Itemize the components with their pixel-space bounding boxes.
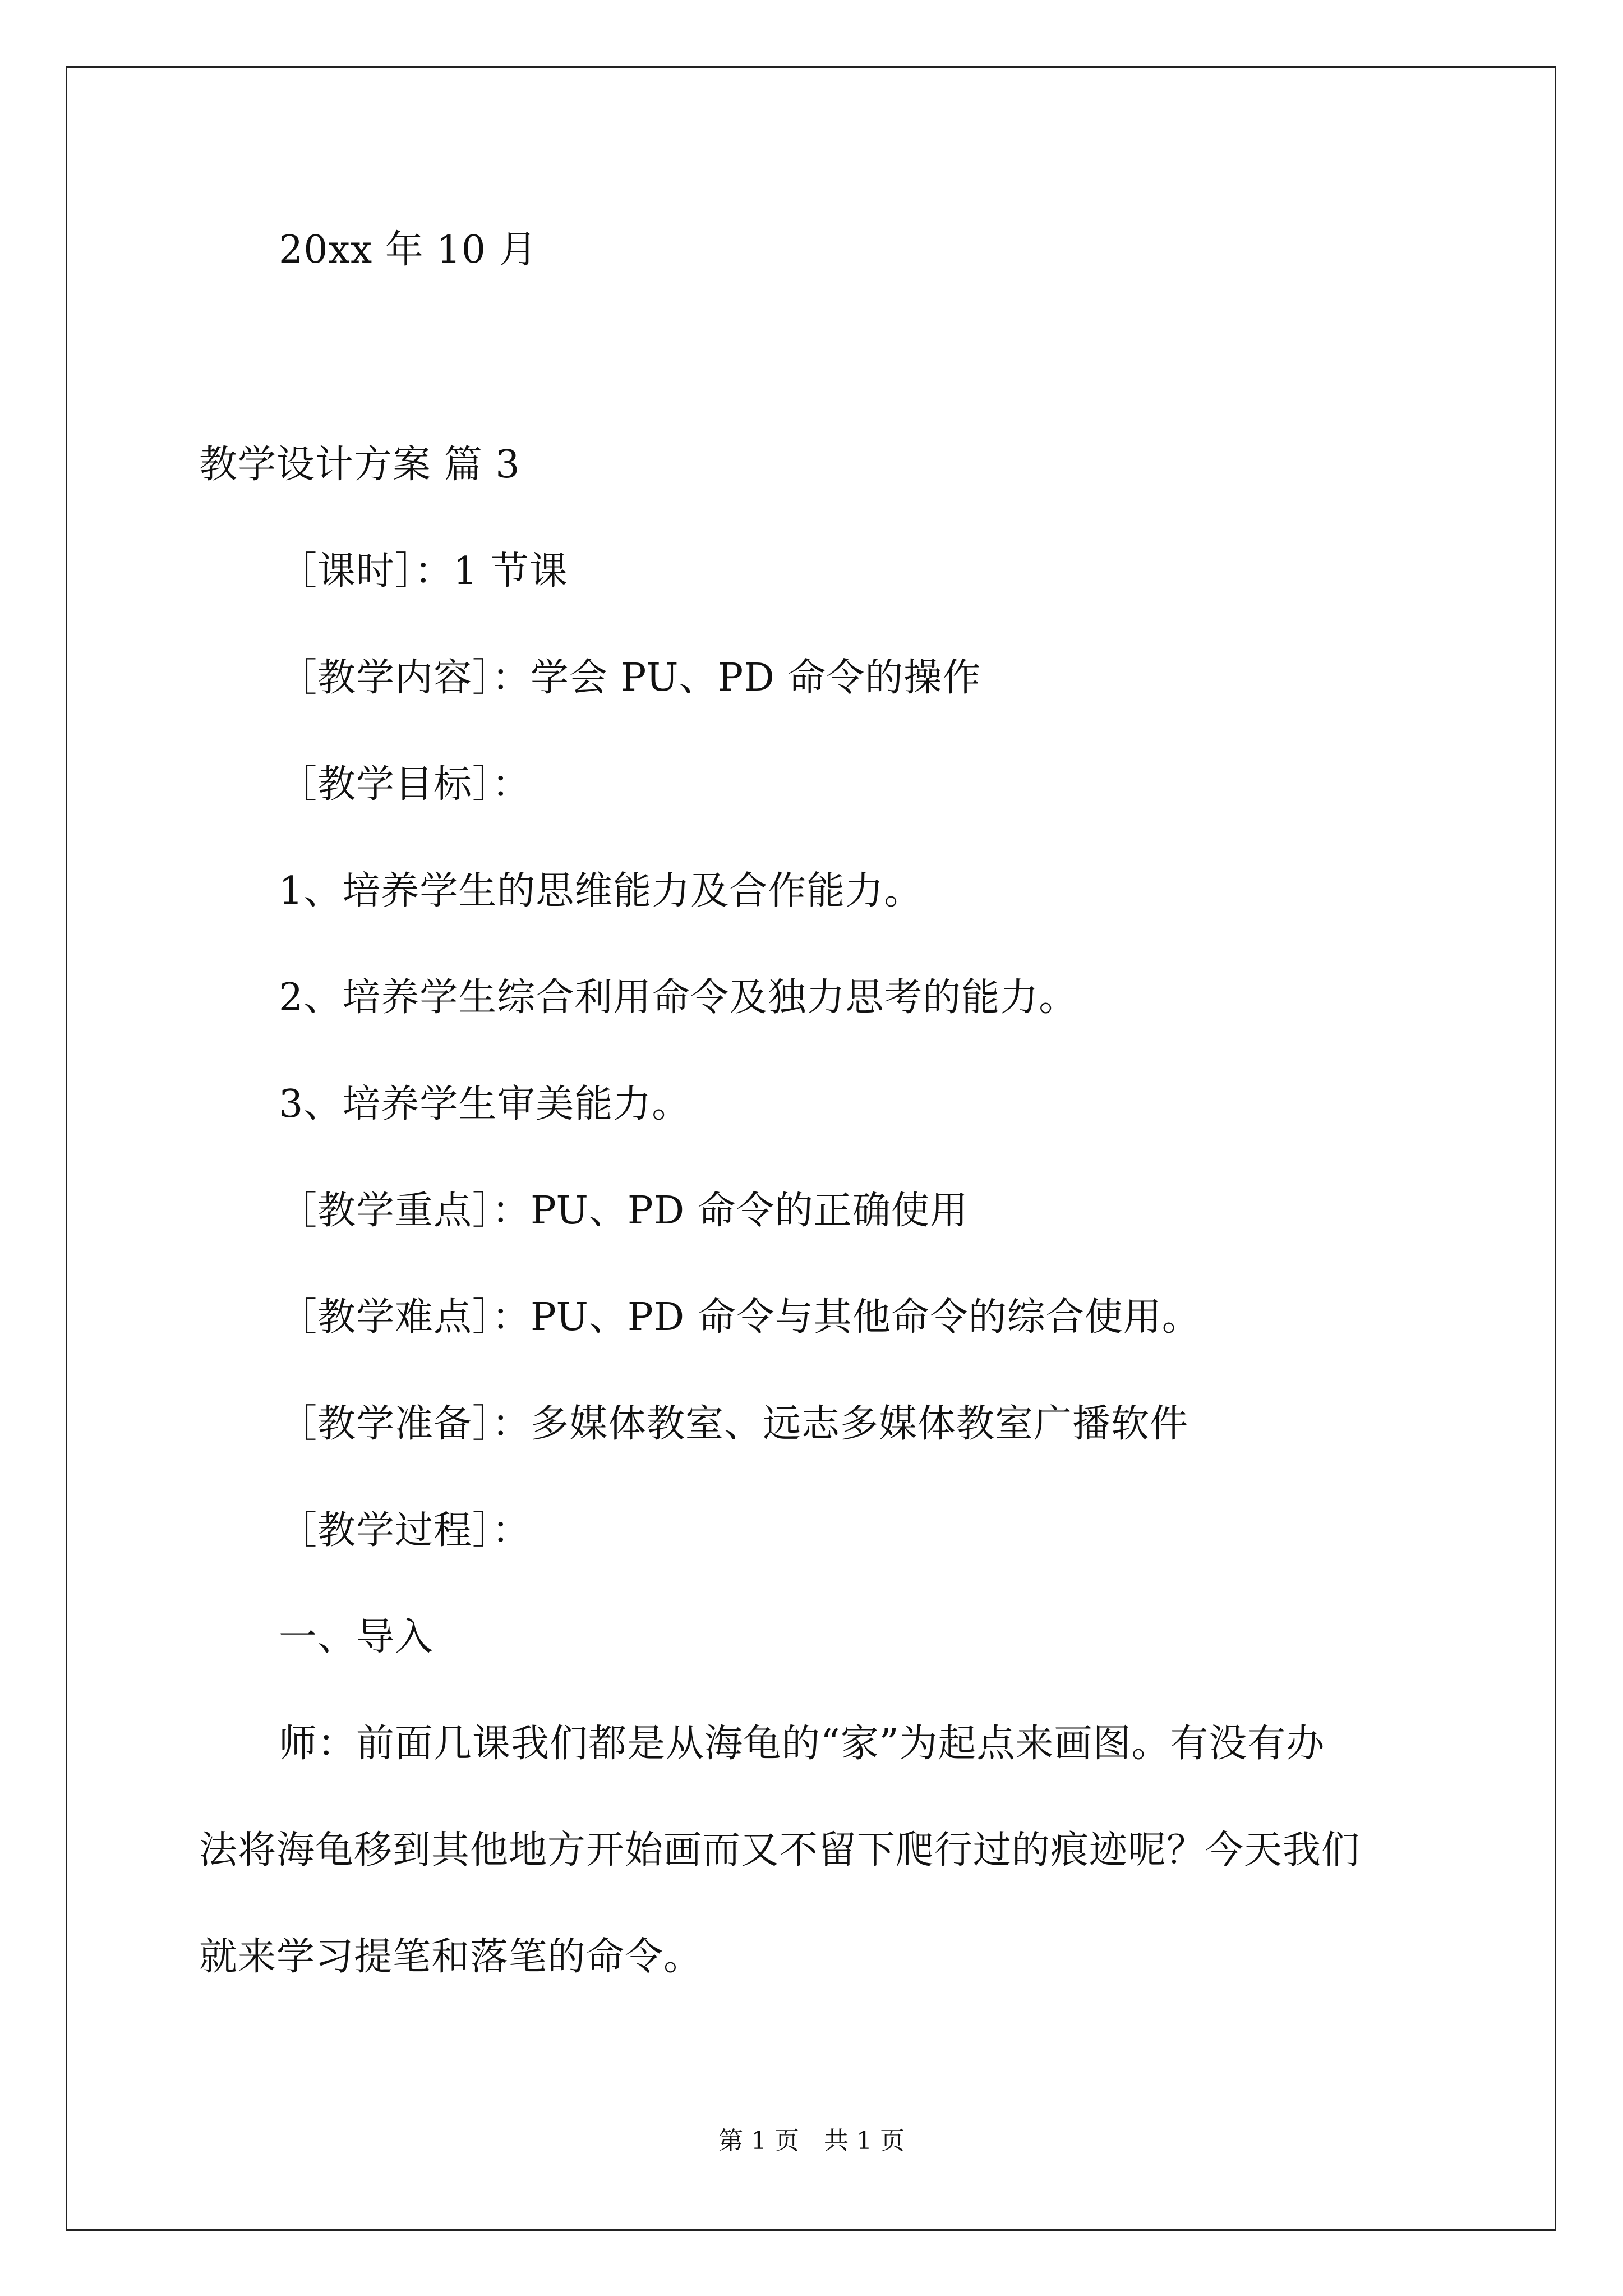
- goal-item-3: 3、培养学生审美能力。: [279, 1082, 691, 1126]
- paragraph-line-3: 就来学习提笔和落笔的命令。: [199, 1935, 703, 1979]
- section-title: 教学设计方案 篇 3: [199, 443, 520, 487]
- process-heading: ［教学过程］：: [279, 1508, 531, 1553]
- difficulties-line: ［教学难点］：PU、PD 命令与其他命令的综合使用。: [279, 1295, 1201, 1340]
- page-frame: [66, 66, 1556, 2231]
- teaching-goals-heading: ［教学目标］：: [279, 762, 531, 807]
- paragraph-line-1: 师：前面几课我们都是从海龟的“家”为起点来画图。有没有办: [279, 1722, 1325, 1766]
- key-points-line: ［教学重点］：PU、PD 命令的正确使用: [279, 1189, 969, 1233]
- goal-item-1: 1、培养学生的思维能力及合作能力。: [279, 869, 923, 913]
- teaching-content-line: ［教学内容］：学会 PU、PD 命令的操作: [279, 656, 981, 700]
- page-footer: 第 1 页 共 1 页: [718, 2127, 905, 2155]
- preparation-line: ［教学准备］：多媒体教室、远志多媒体教室广播软件: [279, 1402, 1189, 1446]
- paragraph-line-2: 法将海龟移到其他地方开始画而又不留下爬行过的痕迹呢？今天我们: [199, 1828, 1361, 1872]
- class-hours-line: ［课时］：1 节课: [279, 549, 568, 593]
- goal-item-2: 2、培养学生综合利用命令及独力思考的能力。: [279, 976, 1078, 1020]
- introduction-heading: 一、导入: [279, 1615, 434, 1659]
- date-line: 20xx 年 10 月: [279, 228, 538, 272]
